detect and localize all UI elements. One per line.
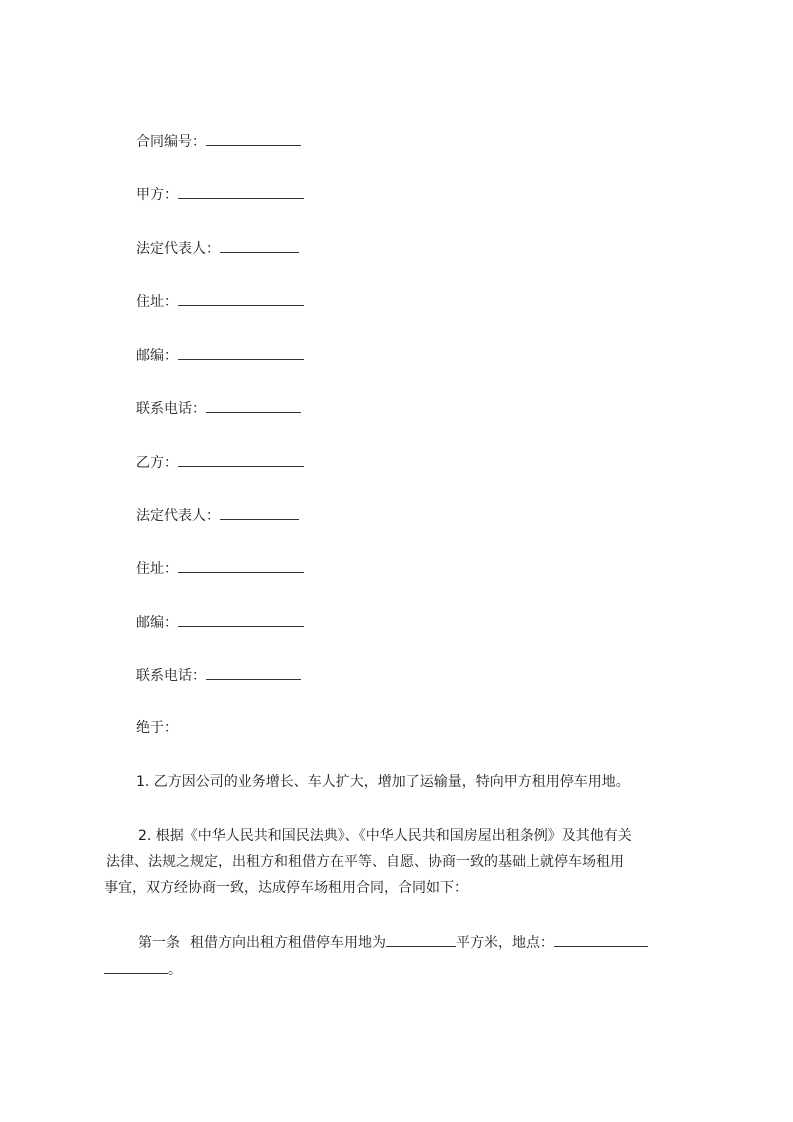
clause-item-2-line-3: 事宜，双方经协商一致，达成停车场租用合同，合同如下：	[104, 880, 468, 896]
area-fill-blank	[386, 932, 456, 947]
field-label: 联系电话：	[136, 668, 206, 684]
article-1-line-1	[138, 932, 648, 953]
article-1-line-2	[104, 959, 182, 980]
clause-item-2-line-2: 法律、法规之规定，出租方和租借方在平等、自愿、协商一致的基础上就停车场租用	[106, 854, 624, 870]
field-label: 甲方：	[136, 187, 178, 203]
fill-blank	[178, 558, 304, 573]
party-a-postcode-field	[136, 345, 304, 366]
clause-item-2-line-1: 2. 根据《中华人民共和国民法典》、《中华人民共和国房屋出租条例》及其他有关	[138, 828, 632, 844]
field-label: 合同编号：	[136, 134, 206, 150]
contract-number-field	[136, 131, 301, 152]
party-a-address-field	[136, 291, 304, 312]
field-label: 法定代表人：	[136, 508, 220, 524]
party-a-phone-field	[136, 398, 301, 419]
article-text-2: 平方米，地点：	[456, 935, 554, 951]
fill-blank	[206, 665, 301, 680]
field-label: 住址：	[136, 294, 178, 310]
party-b-address-field	[136, 558, 304, 579]
article-text: 租借方向出租方租借停车用地为	[190, 935, 386, 951]
field-label: 住址：	[136, 561, 178, 577]
article-label: 第一条	[138, 935, 180, 951]
fill-blank	[206, 131, 301, 146]
field-label: 乙方：	[136, 455, 178, 471]
fill-blank	[178, 452, 304, 467]
fill-blank	[178, 291, 304, 306]
party-b-phone-field	[136, 665, 301, 686]
fill-blank	[206, 398, 301, 413]
fill-blank	[178, 184, 304, 199]
location-fill-blank-cont	[104, 959, 168, 974]
party-b-legal-rep-field	[136, 505, 299, 526]
field-label: 邮编：	[136, 615, 178, 631]
fill-blank	[220, 238, 299, 253]
location-fill-blank	[554, 932, 648, 947]
fill-blank	[220, 505, 299, 520]
party-a-legal-rep-field	[136, 238, 299, 259]
fill-blank	[178, 345, 304, 360]
clause-item-1: 1. 乙方因公司的业务增长、车人扩大，增加了运输量，特向甲方租用停车用地。	[136, 774, 630, 790]
field-label: 法定代表人：	[136, 241, 220, 257]
intro-text: 绝于：	[136, 720, 178, 736]
party-a-field	[136, 184, 304, 205]
field-label: 邮编：	[136, 348, 178, 364]
party-b-postcode-field	[136, 612, 304, 633]
party-b-field	[136, 452, 304, 473]
fill-blank	[178, 612, 304, 627]
end-mark: 。	[168, 962, 182, 978]
field-label: 联系电话：	[136, 401, 206, 417]
